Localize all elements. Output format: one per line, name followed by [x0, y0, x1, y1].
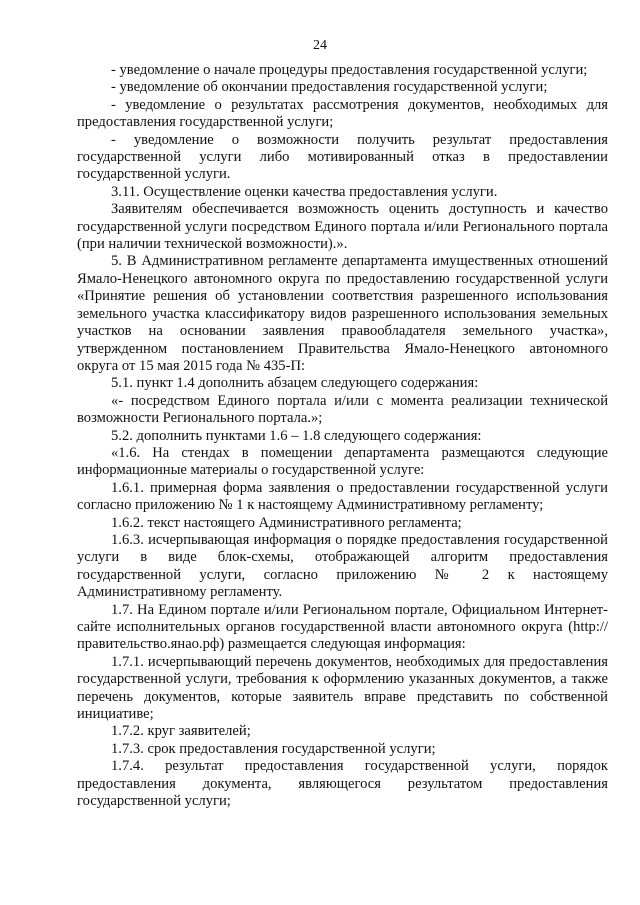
paragraph-1-7: 1.7. На Едином портале и/или Региональном портале, Официальном Интернет-сайте исполнительных органов государственной власти автономного округа (http://правительство.янао.рф) размещается следующая информация:: [77, 601, 608, 653]
paragraph-notice-results: - уведомление о результатах рассмотрения документов, необходимых для предоставления государственной услуги;: [77, 96, 608, 131]
paragraph-1-7-2: 1.7.2. круг заявителей;: [111, 723, 251, 740]
paragraph-1-6-1: 1.6.1. примерная форма заявления о предоставлении государственной услуги согласно приложению № 1 к настоящему Административному регламенту;: [77, 479, 608, 514]
paragraph-1-6: «1.6. На стендах в помещении департамента размещаются следующие информационные материалы о государственной услуге:: [77, 444, 608, 479]
paragraph-1-7-4: 1.7.4. результат предоставления государственной услуги, порядок предоставления документа, являющегося результатом предоставления государственной услуги;: [77, 758, 608, 810]
paragraph-quality-assessment: Заявителям обеспечивается возможность оценить доступность и качество государственной услуги посредством Единого портала и/или Регионального портала (при наличии технической возможности).».: [77, 201, 608, 253]
paragraph-5-1: 5.1. пункт 1.4 дополнить абзацем следующего содержания:: [111, 375, 479, 392]
paragraph-5-1-text: «- посредством Единого портала и/или с момента реализации технической возможности Регионального портала.»;: [77, 392, 608, 427]
paragraph-1-6-2: 1.6.2. текст настоящего Административного регламента;: [111, 514, 462, 531]
paragraph-notice-possibility: - уведомление о возможности получить результат предоставления государственной услуги либо мотивированный отказ в предоставлении государственной услуги.: [77, 131, 608, 183]
paragraph-5: 5. В Административном регламенте департамента имущественных отношений Ямало-Ненецкого автономного округа по предоставлению государственной услуги «Принятие решения об установлении соответствия разрешенного использования земельного участка классификатору видов разрешенного использования земельных участков на основании заявления правообладателя земельного участка», утвержденном постановлением Правительства Ямало-Ненецкого автономного округа от 15 мая 2015 года № 435-П:: [77, 253, 608, 374]
page-number: 24: [313, 38, 327, 53]
paragraph-3-11: 3.11. Осуществление оценки качества предоставления услуги.: [111, 183, 498, 200]
document-body: [77, 62, 608, 810]
paragraph-notice-end: - уведомление об окончании предоставления государственной услуги;: [111, 79, 548, 96]
paragraph-5-2: 5.2. дополнить пунктами 1.6 – 1.8 следующего содержания:: [111, 427, 482, 444]
paragraph-1-7-3: 1.7.3. срок предоставления государственной услуги;: [111, 740, 436, 757]
paragraph-notice-start: - уведомление о начале процедуры предоставления государственной услуги;: [111, 62, 588, 78]
paragraph-1-7-1: 1.7.1. исчерпывающий перечень документов, необходимых для предоставления государственной услуги, требования к оформлению указанных документов, а также перечень документов, которые заявитель вправе представить по собственной инициативе;: [77, 653, 608, 723]
paragraph-1-6-3: 1.6.3. исчерпывающая информация о порядке предоставления государственной услуги в виде блок-схемы, отображающей алгоритм предоставления государственной услуги, согласно приложению № 2 к настоящему Административному регламенту.: [77, 531, 608, 601]
